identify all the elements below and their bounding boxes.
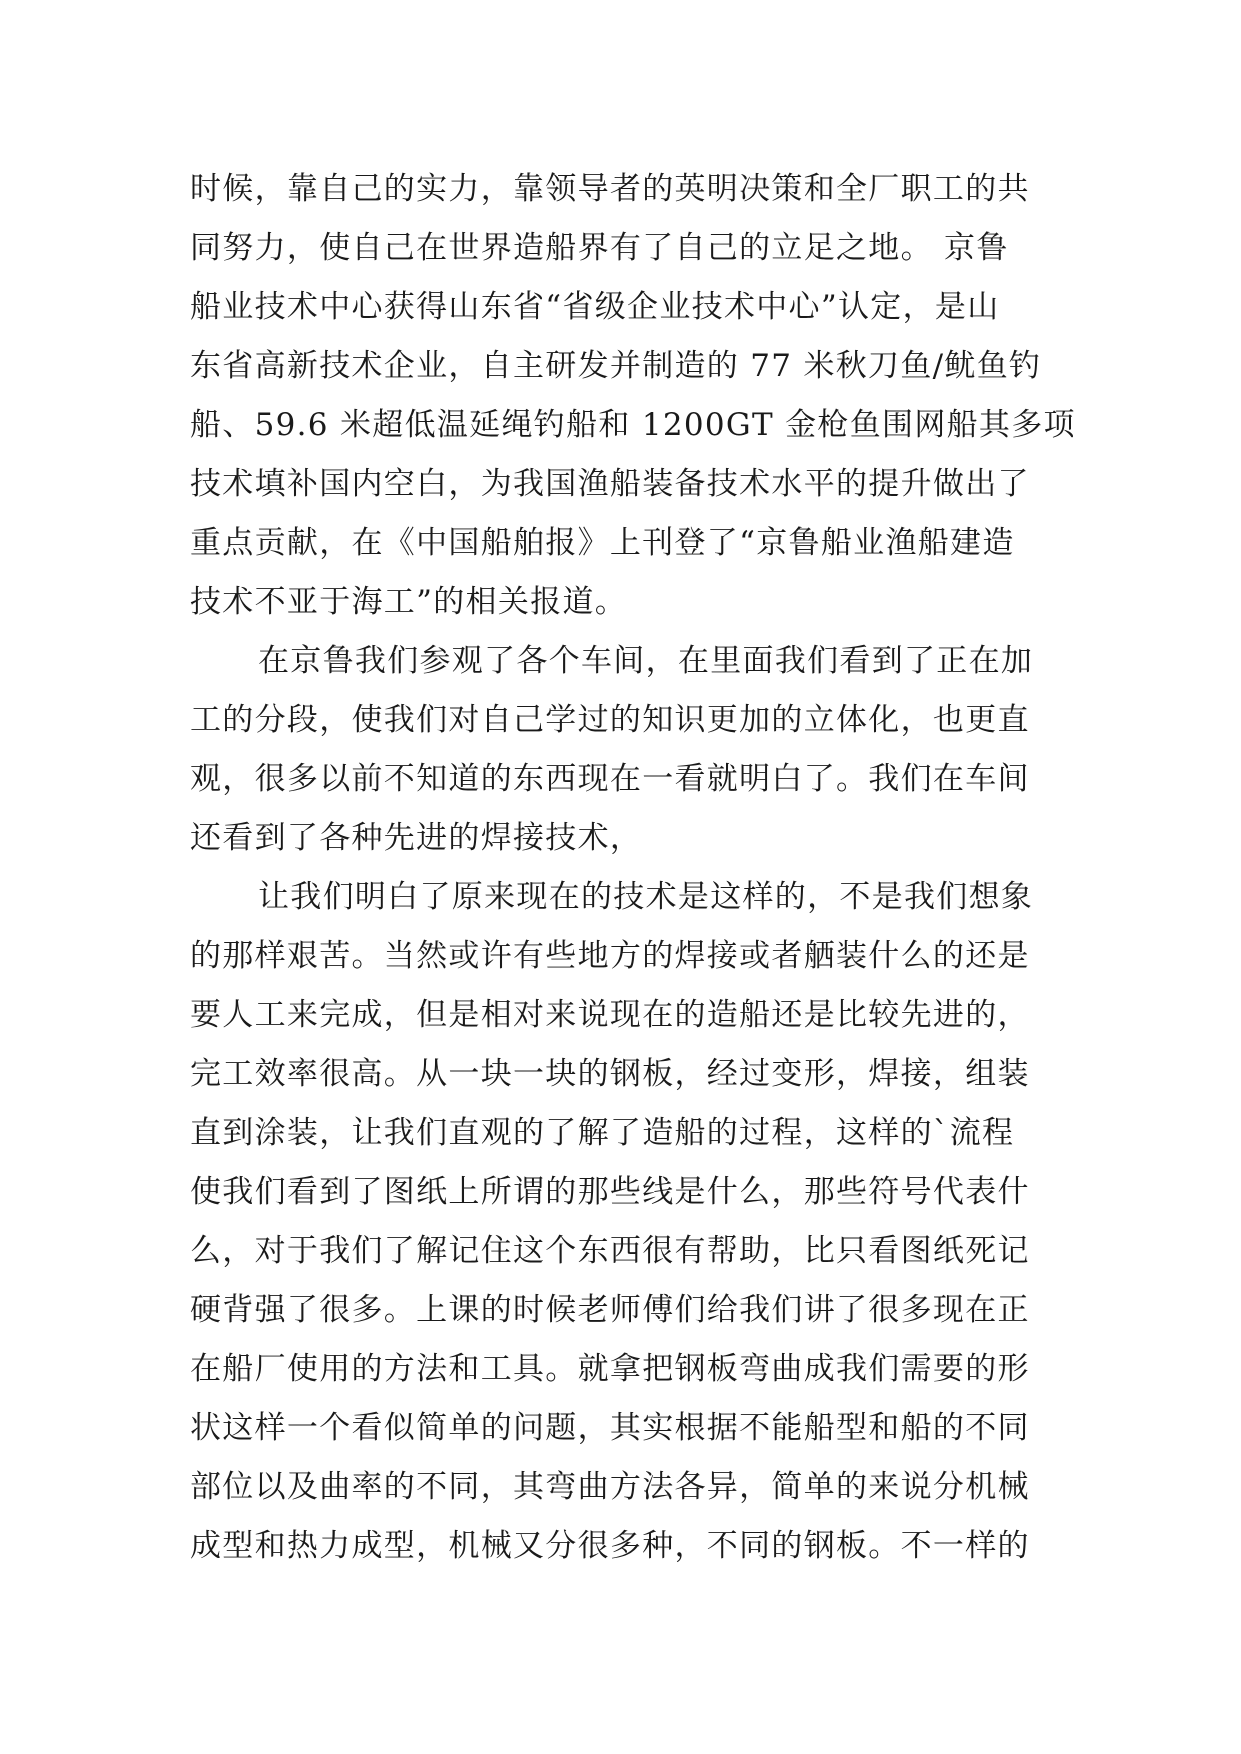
paragraph-3 [190, 868, 1050, 1576]
text-line: 状这样一个看似简单的问题，其实根据不能船型和船的不同 [190, 1410, 1030, 1446]
document-body [190, 160, 1076, 1576]
text-line: 部位以及曲率的不同，其弯曲方法各异，简单的来说分机械 [190, 1469, 1030, 1505]
text-line: 工的分段，使我们对自己学过的知识更加的立体化，也更直 [190, 702, 1030, 738]
text-line: 东省高新技术企业，自主研发并制造的 77 米秋刀鱼/鱿鱼钓 [190, 348, 1042, 384]
text-line: 重点贡献，在《中国船舶报》上刊登了“京鲁船业渔船建造 [190, 525, 1015, 561]
text-line: 么，对于我们了解记住这个东西很有帮助，比只看图纸死记 [190, 1233, 1030, 1269]
text-line: 成型和热力成型，机械又分很多种，不同的钢板。不一样的 [190, 1528, 1030, 1564]
text-line: 在船厂使用的方法和工具。就拿把钢板弯曲成我们需要的形 [190, 1351, 1030, 1387]
text-line: 硬背强了很多。上课的时候老师傅们给我们讲了很多现在正 [190, 1292, 1030, 1328]
text-line: 的那样艰苦。当然或许有些地方的焊接或者舾装什么的还是 [190, 938, 1030, 974]
text-line: 技术填补国内空白，为我国渔船装备技术水平的提升做出了 [190, 466, 1030, 502]
text-line: 完工效率很高。从一块一块的钢板，经过变形，焊接，组装 [190, 1056, 1030, 1092]
text-line: 观，很多以前不知道的东西现在一看就明白了。我们在车间 [190, 761, 1030, 797]
text-line: 时候，靠自己的实力，靠领导者的英明决策和全厂职工的共 [190, 171, 1030, 207]
text-line: 让我们明白了原来现在的技术是这样的，不是我们想象 [258, 879, 1034, 915]
text-line: 使我们看到了图纸上所谓的那些线是什么，那些符号代表什 [190, 1174, 1030, 1210]
text-line: 直到涂装，让我们直观的了解了造船的过程，这样的`流程 [190, 1115, 1015, 1151]
text-line: 要人工来完成，但是相对来说现在的造船还是比较先进的， [190, 997, 1030, 1033]
paragraph-2 [190, 632, 1050, 868]
text-line: 船、59.6 米超低温延绳钓船和 1200GT 金枪鱼围网船其多项 [190, 407, 1076, 443]
text-line: 在京鲁我们参观了各个车间，在里面我们看到了正在加 [258, 643, 1034, 679]
text-line: 同努力，使自己在世界造船界有了自己的立足之地。 京鲁 [190, 230, 1009, 266]
paragraph-1 [190, 160, 1076, 632]
text-line: 船业技术中心获得山东省“省级企业技术中心”认定，是山 [190, 289, 1000, 325]
text-line: 还看到了各种先进的焊接技术， [190, 820, 643, 856]
text-line: 技术不亚于海工”的相关报道。 [190, 584, 628, 620]
